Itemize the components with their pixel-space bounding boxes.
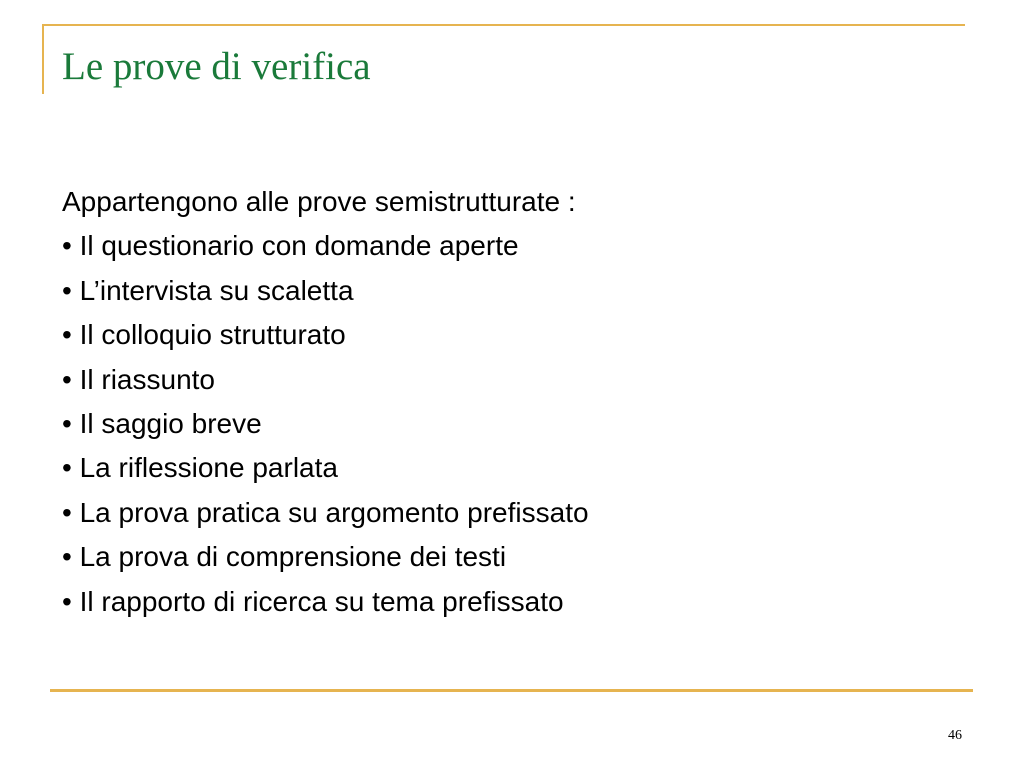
bullet-item [62,313,589,357]
bullet-dot: • [62,496,72,528]
bullet-item [62,269,589,313]
bullet-item [62,491,589,535]
bullet-text: La prova di comprensione dei testi [79,541,507,573]
bullet-text: Il rapporto di ricerca su tema prefissato [79,585,564,617]
bullet-item [62,535,589,579]
bullet-dot: • [62,585,72,617]
bullet-text: La riflessione parlata [79,452,338,484]
bullet-item [62,446,589,490]
bullet-dot: • [62,452,72,484]
bullet-dot: • [62,230,72,262]
bullet-dot: • [62,363,72,395]
frame-top-rule [42,24,965,26]
frame-left-rule [42,24,44,94]
bullet-item [62,402,589,446]
bullet-dot: • [62,274,72,306]
bullet-dot: • [62,408,72,440]
slide-title: Le prove di verifica [62,45,371,88]
bullet-item [62,224,589,268]
bullet-dot: • [62,541,72,573]
bullet-item [62,580,589,624]
bullet-dot: • [62,319,72,351]
page-number: 46 [948,728,962,743]
bottom-rule [50,689,973,692]
bullet-text: La prova pratica su argomento prefissato [79,496,589,528]
bullet-text: Il riassunto [79,363,215,395]
bullet-text: L’intervista su scaletta [79,274,354,306]
bullet-text: Il colloquio strutturato [79,319,346,351]
intro-text: Appartengono alle prove semistrutturate : [62,186,576,217]
bullet-text: Il saggio breve [79,408,262,440]
bullet-list [62,224,589,624]
bullet-text: Il questionario con domande aperte [79,230,519,262]
slide-body [62,180,589,624]
bullet-item [62,358,589,402]
